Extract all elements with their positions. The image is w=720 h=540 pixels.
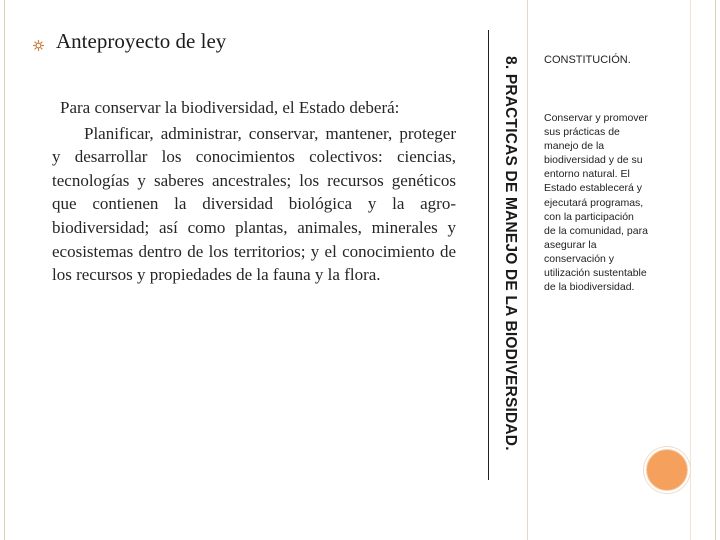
body-paragraph: Planificar, administrar, conservar, mantener, proteger y desarrollar los conocimientos colectivos: ciencias, tecnologías y saberes ancestrales; los recursos genéticos que contienen la diversidad biológica y la agro-biodiversidad; así como plantas, animales, minerales y ecosistemas dentro de los territorios; y el conocimiento de los recursos y propiedades de la fauna y la flora.: [52, 123, 456, 285]
sidebar-header: CONSTITUCIÓN.: [544, 54, 631, 66]
frame-inner-border-2: [690, 0, 691, 540]
vertical-divider: [488, 30, 489, 480]
orange-circle-decoration: [646, 449, 688, 491]
sidebar-text: Conservar y promover sus prácticas de manejo de la biodiversidad y de su entorno natural. El Estado establecerá y ejecutará programas, con la participación de la comunidad, para asegurar la conservación y utilización sustentable de la biodiversidad.: [544, 112, 648, 294]
slide-title: Anteproyecto de ley: [56, 29, 227, 53]
frame-inner-border: [527, 0, 528, 540]
intro-line: Para conservar la biodiversidad, el Estado deberá:: [60, 98, 400, 117]
main-text-block: [52, 96, 456, 287]
frame-left-border: [4, 0, 5, 540]
section-heading: [497, 28, 523, 478]
section-heading-text: 8. PRACTICAS DE MANEJO DE LA BIODIVERSIDAD.: [502, 55, 519, 451]
frame-right-border: [715, 0, 716, 540]
sun-bullet-icon: [33, 40, 44, 51]
